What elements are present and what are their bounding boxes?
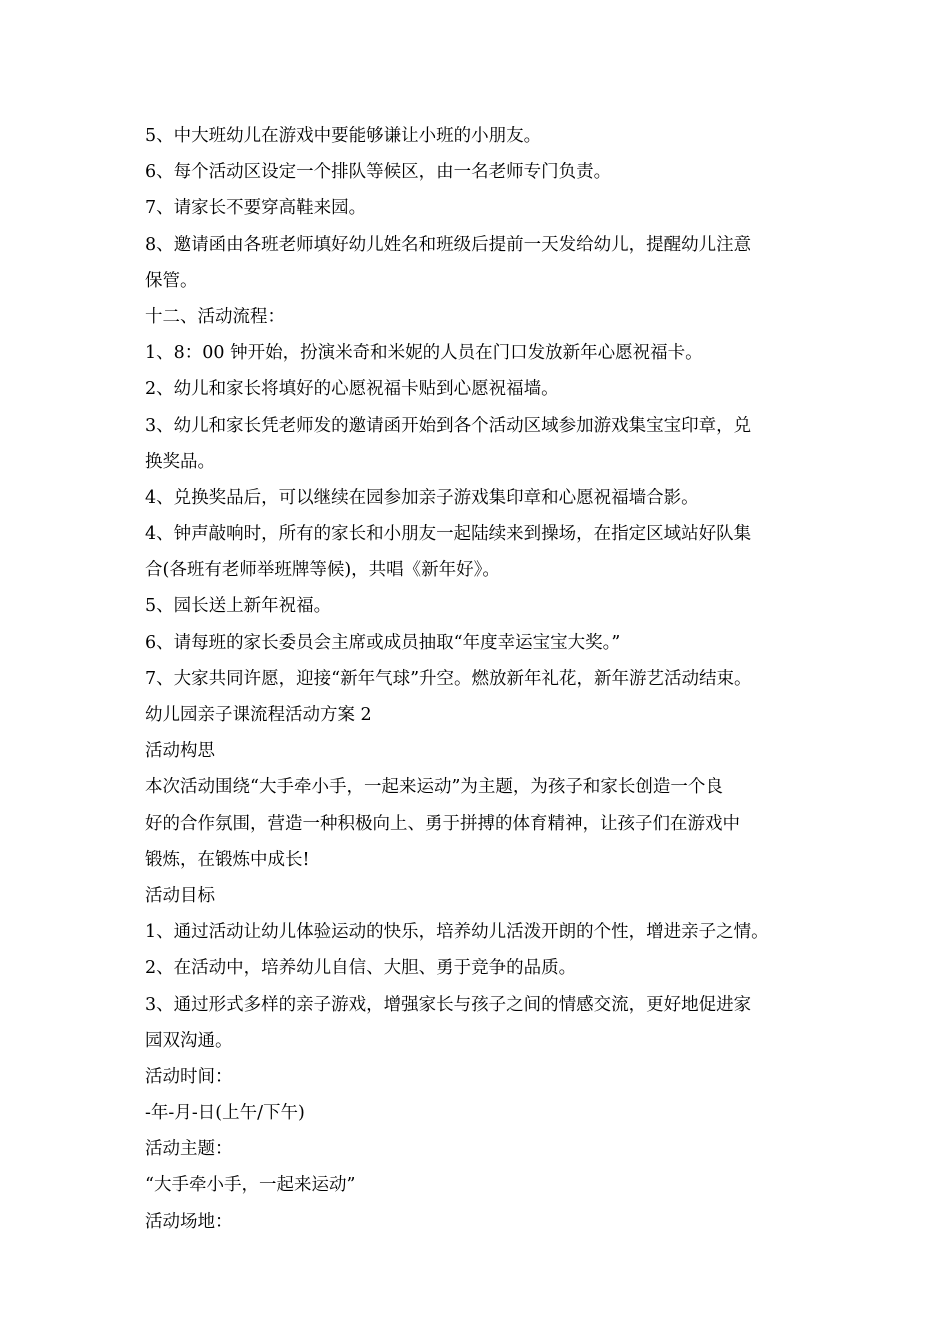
text-line: 1、通过活动让幼儿体验运动的快乐，培养幼儿活泼开朗的个性，增进亲子之情。 — [145, 922, 769, 943]
text-line: 4、钟声敲响时，所有的家长和小朋友一起陆续来到操场，在指定区域站好队集 — [145, 524, 752, 545]
text-line: 本次活动围绕“大手牵小手，一起来运动”为主题，为孩子和家长创造一个良 — [145, 777, 723, 798]
section-heading: 十二、活动流程： — [145, 306, 285, 327]
text-line: 7、大家共同许愿，迎接“新年气球”升空。燃放新年礼花，新年游艺活动结束。 — [145, 668, 752, 689]
text-line: 换奖品。 — [145, 451, 215, 472]
section-heading: 活动主题： — [145, 1139, 233, 1160]
section-heading: 活动场地： — [145, 1211, 233, 1232]
text-line: 合(各班有老师举班牌等候)，共唱《新年好》。 — [145, 560, 500, 581]
text-line: 3、通过形式多样的亲子游戏，增强家长与孩子之间的情感交流，更好地促进家 — [145, 994, 752, 1015]
text-line: 7、请家长不要穿高鞋来园。 — [145, 198, 367, 219]
text-line: 园双沟通。 — [145, 1030, 233, 1051]
text-line: 保管。 — [145, 270, 198, 291]
text-line: “大手牵小手，一起来运动” — [145, 1175, 356, 1196]
text-line: 1、8：00 钟开始，扮演米奇和米妮的人员在门口发放新年心愿祝福卡。 — [145, 343, 703, 364]
text-line: 6、请每班的家长委员会主席或成员抽取“年度幸运宝宝大奖。” — [145, 632, 621, 653]
text-line: 5、中大班幼儿在游戏中要能够谦让小班的小朋友。 — [145, 126, 542, 146]
text-line: 8、邀请函由各班老师填好幼儿姓名和班级后提前一天发给幼儿，提醒幼儿注意 — [145, 234, 752, 255]
text-line: 5、园长送上新年祝福。 — [145, 596, 332, 617]
text-line: 好的合作氛围，营造一种积极向上、勇于拼搏的体育精神，让孩子们在游戏中 — [145, 813, 740, 834]
text-line: 6、每个活动区设定一个排队等候区，由一名老师专门负责。 — [145, 162, 612, 183]
text-line: 锻炼，在锻炼中成长! — [145, 849, 310, 870]
section-heading: 活动构思 — [145, 741, 215, 762]
text-line: 3、幼儿和家长凭老师发的邀请函开始到各个活动区域参加游戏集宝宝印章，兑 — [145, 415, 752, 436]
section-heading: 活动目标 — [145, 885, 215, 906]
document-title: 幼儿园亲子课流程活动方案 2 — [145, 705, 372, 725]
text-line: -年-月-日(上午/下午) — [145, 1103, 305, 1124]
text-line: 2、幼儿和家长将填好的心愿祝福卡贴到心愿祝福墙。 — [145, 379, 559, 400]
section-heading: 活动时间： — [145, 1066, 233, 1087]
document-page — [145, 118, 825, 1240]
text-line: 2、在活动中，培养幼儿自信、大胆、勇于竞争的品质。 — [145, 958, 577, 979]
text-line: 4、兑换奖品后，可以继续在园参加亲子游戏集印章和心愿祝福墙合影。 — [145, 487, 699, 508]
